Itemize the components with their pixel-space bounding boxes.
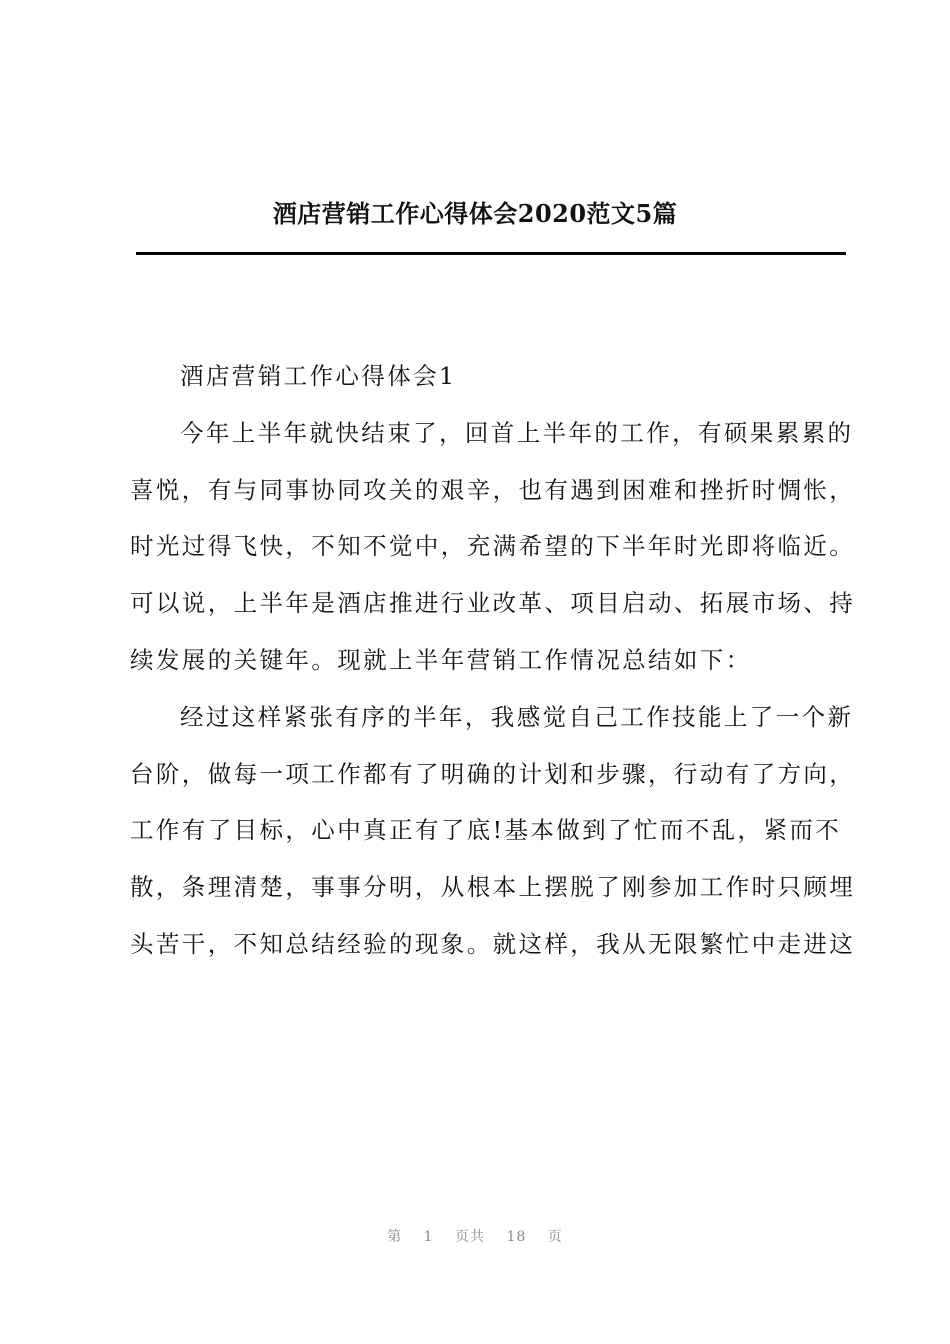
page-title: 酒店营销工作心得体会2020范文5篇 [272,199,678,228]
paragraph-line: 头苦干，不知总结经验的现象。就这样，我从无限繁忙中走进这 [130,929,856,958]
paragraph-line: 时光过得飞快，不知不觉中，充满希望的下半年时光即将临近。 [130,532,856,561]
section-heading: 酒店营销工作心得体会1 [180,362,457,390]
paragraph-line: 续发展的关键年。现就上半年营销工作情况总结如下： [130,645,752,674]
title-divider [136,252,846,255]
paragraph-line: 台阶，做每一项工作都有了明确的计划和步骤，行动有了方向， [130,759,856,788]
footer-total-pages: 18 [506,1229,527,1245]
paragraph-line: 工作有了目标，心中真正有了底!基本做到了忙而不乱，紧而不 [130,816,842,845]
paragraph-line: 散，条理清楚，事事分明，从根本上摆脱了刚参加工作时只顾埋 [130,873,856,902]
paragraph-line: 喜悦，有与同事协同攻关的艰辛，也有遇到困难和挫折时惆怅， [130,475,856,504]
footer-page-number: 1 [423,1229,434,1245]
footer-suffix: 页 [547,1229,563,1245]
document-body [130,348,856,973]
paragraph-line: 经过这样紧张有序的半年，我感觉自己工作技能上了一个新 [180,702,854,731]
footer-middle: 页共 [455,1229,486,1245]
paragraph-line: 可以说，上半年是酒店推进行业改革、项目启动、拓展市场、持 [130,589,856,618]
page-footer [0,1226,950,1246]
paragraph-line: 今年上半年就快结束了，回首上半年的工作，有硕果累累的 [180,418,854,447]
footer-prefix: 第 [387,1229,403,1245]
